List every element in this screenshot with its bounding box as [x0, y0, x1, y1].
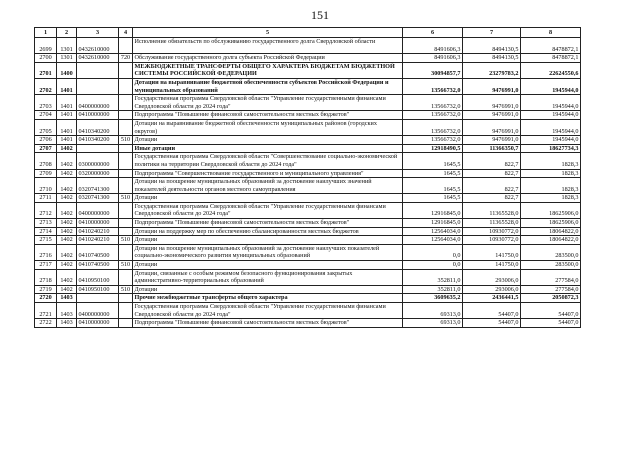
amount-year2-cell: 11365528,0: [463, 202, 521, 218]
row-number-cell: 2706: [35, 136, 57, 145]
row-number-cell: 2711: [35, 194, 57, 203]
row-number-cell: 2708: [35, 153, 57, 169]
row-number-cell: 2709: [35, 169, 57, 178]
item-name-cell: Государственная программа Свердловской области "Управление государственными финансами Свердловской области до 2024 года": [133, 95, 403, 111]
row-number-cell: 2710: [35, 178, 57, 194]
item-name-cell: Государственная программа Свердловской области "Управление государственными финансами Свердловской области до 2024 года": [133, 202, 403, 218]
amount-year3-cell: 22624550,6: [521, 62, 581, 78]
table-row: [35, 144, 581, 153]
expense-type-cell: [119, 95, 133, 111]
expense-type-cell: [119, 111, 133, 120]
target-code-cell: 0400000000: [77, 95, 119, 111]
row-number-cell: 2718: [35, 269, 57, 285]
expense-type-cell: [119, 144, 133, 153]
expense-type-cell: [119, 319, 133, 328]
amount-year1-cell: 1645,5: [403, 178, 463, 194]
table-row: [35, 303, 581, 319]
row-number-cell: 2713: [35, 219, 57, 228]
amount-year1-cell: 3609635,2: [403, 294, 463, 303]
amount-year2-cell: 54407,0: [463, 319, 521, 328]
section-code-cell: 1402: [57, 169, 77, 178]
section-code-cell: 1402: [57, 202, 77, 218]
amount-year1-cell: 13566732,0: [403, 111, 463, 120]
amount-year3-cell: 1945944,0: [521, 136, 581, 145]
item-name-cell: Дотации: [133, 261, 403, 270]
amount-year2-cell: 822,7: [463, 194, 521, 203]
amount-year1-cell: 69313,0: [403, 319, 463, 328]
amount-year2-cell: 8494130,5: [463, 54, 521, 63]
amount-year1-cell: 12564034,0: [403, 236, 463, 245]
amount-year3-cell: 2050872,3: [521, 294, 581, 303]
item-name-cell: Государственная программа Свердловской области "Управление государственными финансами Свердловской области до 2024 года": [133, 303, 403, 319]
row-number-cell: 2717: [35, 261, 57, 270]
amount-year2-cell: 822,7: [463, 178, 521, 194]
table-row: [35, 236, 581, 245]
expense-type-cell: [119, 219, 133, 228]
amount-year2-cell: 9476991,0: [463, 136, 521, 145]
section-code-cell: 1402: [57, 194, 77, 203]
row-number-cell: 2714: [35, 227, 57, 236]
section-code-cell: 1403: [57, 303, 77, 319]
amount-year2-cell: 23279783,2: [463, 62, 521, 78]
amount-year2-cell: 2436441,5: [463, 294, 521, 303]
table-row: [35, 244, 581, 260]
section-code-cell: 1401: [57, 111, 77, 120]
row-number-cell: 2700: [35, 54, 57, 63]
target-code-cell: 0432610000: [77, 38, 119, 54]
section-code-cell: 1402: [57, 269, 77, 285]
row-number-cell: 2719: [35, 285, 57, 294]
section-code-cell: 1402: [57, 244, 77, 260]
amount-year1-cell: 8491606,3: [403, 38, 463, 54]
target-code-cell: 0410950100: [77, 285, 119, 294]
target-code-cell: [77, 294, 119, 303]
row-number-cell: 2701: [35, 62, 57, 78]
header-cell: 2: [57, 28, 77, 38]
amount-year1-cell: 13566732,0: [403, 78, 463, 94]
amount-year1-cell: 69313,0: [403, 303, 463, 319]
amount-year3-cell: 18064822,0: [521, 236, 581, 245]
item-name-cell: МЕЖБЮДЖЕТНЫЕ ТРАНСФЕРТЫ ОБЩЕГО ХАРАКТЕРА БЮДЖЕТАМ БЮДЖЕТНОЙ СИСТЕМЫ РОССИЙСКОЙ ФЕДЕРАЦИИ: [133, 62, 403, 78]
item-name-cell: Дотации на поддержку мер по обеспечению сбалансированности местных бюджетов: [133, 227, 403, 236]
section-code-cell: 1402: [57, 178, 77, 194]
table-row: [35, 202, 581, 218]
budget-table: [34, 27, 581, 328]
amount-year3-cell: 18064822,0: [521, 227, 581, 236]
amount-year3-cell: 1945944,0: [521, 78, 581, 94]
item-name-cell: Иные дотации: [133, 144, 403, 153]
amount-year1-cell: 8491606,3: [403, 54, 463, 63]
row-number-cell: 2704: [35, 111, 57, 120]
header-cell: 3: [77, 28, 119, 38]
item-name-cell: Дотации на выравнивание бюджетной обеспеченности субъектов Российской Федерации и муниципальных образований: [133, 78, 403, 94]
amount-year3-cell: 1945944,0: [521, 119, 581, 135]
amount-year1-cell: 13566732,0: [403, 136, 463, 145]
target-code-cell: [77, 78, 119, 94]
page-number: 151: [311, 8, 329, 22]
amount-year1-cell: 1645,5: [403, 194, 463, 203]
item-name-cell: Подпрограмма "Повышение финансовой самостоятельности местных бюджетов": [133, 219, 403, 228]
table-row: [35, 319, 581, 328]
target-code-cell: 0320741300: [77, 194, 119, 203]
table-row: [35, 38, 581, 54]
section-code-cell: 1301: [57, 54, 77, 63]
header-cell: 6: [403, 28, 463, 38]
row-number-cell: 2716: [35, 244, 57, 260]
amount-year2-cell: 11365528,0: [463, 219, 521, 228]
table-row: [35, 111, 581, 120]
section-code-cell: 1401: [57, 78, 77, 94]
section-code-cell: 1402: [57, 144, 77, 153]
section-code-cell: 1403: [57, 319, 77, 328]
section-code-cell: 1400: [57, 62, 77, 78]
expense-type-cell: 510: [119, 194, 133, 203]
row-number-cell: 2702: [35, 78, 57, 94]
amount-year3-cell: 283500,0: [521, 261, 581, 270]
expense-type-cell: 510: [119, 285, 133, 294]
amount-year1-cell: 12916845,0: [403, 219, 463, 228]
table-row: [35, 169, 581, 178]
amount-year1-cell: 12918490,5: [403, 144, 463, 153]
amount-year1-cell: 352811,0: [403, 269, 463, 285]
target-code-cell: 0410340200: [77, 119, 119, 135]
expense-type-cell: [119, 78, 133, 94]
row-number-cell: 2715: [35, 236, 57, 245]
target-code-cell: 0410740500: [77, 244, 119, 260]
table-row: [35, 194, 581, 203]
target-code-cell: 0410240210: [77, 236, 119, 245]
item-name-cell: Дотации, связанные с особым режимом безопасного функционирования закрытых административно-территориальных образований: [133, 269, 403, 285]
item-name-cell: Обслуживание государственного долга субъекта Российской Федерации: [133, 54, 403, 63]
row-number-cell: 2707: [35, 144, 57, 153]
amount-year2-cell: 10930772,0: [463, 236, 521, 245]
expense-type-cell: 510: [119, 136, 133, 145]
target-code-cell: 0410000000: [77, 219, 119, 228]
table-body: [35, 38, 581, 328]
target-code-cell: 0410000000: [77, 319, 119, 328]
amount-year2-cell: 54407,0: [463, 303, 521, 319]
row-number-cell: 2703: [35, 95, 57, 111]
amount-year1-cell: 0,0: [403, 244, 463, 260]
expense-type-cell: [119, 303, 133, 319]
section-code-cell: 1402: [57, 227, 77, 236]
table-row: [35, 78, 581, 94]
item-name-cell: Дотации на выравнивание бюджетной обеспеченности муниципальных районов (городских округов): [133, 119, 403, 135]
table-row: [35, 95, 581, 111]
amount-year1-cell: 30094857,7: [403, 62, 463, 78]
item-name-cell: Дотации: [133, 236, 403, 245]
amount-year3-cell: 1828,3: [521, 178, 581, 194]
amount-year3-cell: 277584,0: [521, 285, 581, 294]
amount-year2-cell: 822,7: [463, 153, 521, 169]
amount-year2-cell: 8494130,5: [463, 38, 521, 54]
item-name-cell: Дотации на поощрение муниципальных образований за достижение наилучших показателей социально-экономического развития муниципальных образований: [133, 244, 403, 260]
item-name-cell: Дотации: [133, 136, 403, 145]
item-name-cell: Подпрограмма "Повышение финансовой самостоятельности местных бюджетов": [133, 319, 403, 328]
table-row: [35, 178, 581, 194]
expense-type-cell: [119, 178, 133, 194]
amount-year2-cell: 293006,0: [463, 285, 521, 294]
table-row: [35, 285, 581, 294]
target-code-cell: 0410240210: [77, 227, 119, 236]
target-code-cell: 0410740500: [77, 261, 119, 270]
header-cell: 8: [521, 28, 581, 38]
header-row: [35, 28, 581, 38]
row-number-cell: 2699: [35, 38, 57, 54]
section-code-cell: 1402: [57, 236, 77, 245]
amount-year3-cell: 1828,3: [521, 194, 581, 203]
header-cell: 1: [35, 28, 57, 38]
table-row: [35, 219, 581, 228]
expense-type-cell: [119, 202, 133, 218]
amount-year3-cell: 283500,0: [521, 244, 581, 260]
amount-year3-cell: 18625906,0: [521, 202, 581, 218]
amount-year2-cell: 11366350,7: [463, 144, 521, 153]
item-name-cell: Государственная программа Свердловской области "Совершенствование социально-экономической политики на территории Свердловской области до 2024 года": [133, 153, 403, 169]
amount-year1-cell: 1645,5: [403, 169, 463, 178]
amount-year2-cell: 141750,0: [463, 261, 521, 270]
expense-type-cell: [119, 244, 133, 260]
item-name-cell: Дотации на поощрение муниципальных образований за достижение наилучших значений показателей деятельности органов местного самоуправления: [133, 178, 403, 194]
row-number-cell: 2705: [35, 119, 57, 135]
amount-year1-cell: 352811,0: [403, 285, 463, 294]
row-number-cell: 2722: [35, 319, 57, 328]
amount-year3-cell: 1828,3: [521, 169, 581, 178]
item-name-cell: Исполнение обязательств по обслуживанию государственного долга Свердловской области: [133, 38, 403, 54]
header-cell: 4: [119, 28, 133, 38]
table-row: [35, 62, 581, 78]
expense-type-cell: 510: [119, 261, 133, 270]
amount-year3-cell: 18627734,3: [521, 144, 581, 153]
amount-year3-cell: 1945944,0: [521, 95, 581, 111]
amount-year1-cell: 12916845,0: [403, 202, 463, 218]
table-row: [35, 269, 581, 285]
expense-type-cell: 510: [119, 236, 133, 245]
table-row: [35, 153, 581, 169]
table-row: [35, 119, 581, 135]
amount-year3-cell: 8478872,1: [521, 54, 581, 63]
expense-type-cell: [119, 153, 133, 169]
amount-year2-cell: 9476991,0: [463, 111, 521, 120]
section-code-cell: 1402: [57, 285, 77, 294]
target-code-cell: 0320000000: [77, 169, 119, 178]
amount-year2-cell: 293006,0: [463, 269, 521, 285]
amount-year1-cell: 13566732,0: [403, 119, 463, 135]
row-number-cell: 2720: [35, 294, 57, 303]
amount-year3-cell: 8478872,1: [521, 38, 581, 54]
target-code-cell: 0410340200: [77, 136, 119, 145]
table-row: [35, 261, 581, 270]
target-code-cell: 0400000000: [77, 202, 119, 218]
target-code-cell: 0410000000: [77, 111, 119, 120]
target-code-cell: 0410950100: [77, 269, 119, 285]
expense-type-cell: [119, 227, 133, 236]
amount-year3-cell: 1945944,0: [521, 111, 581, 120]
row-number-cell: 2712: [35, 202, 57, 218]
target-code-cell: 0300000000: [77, 153, 119, 169]
target-code-cell: [77, 144, 119, 153]
amount-year2-cell: 10930772,0: [463, 227, 521, 236]
item-name-cell: Подпрограмма "Повышение финансовой самостоятельности местных бюджетов": [133, 111, 403, 120]
amount-year3-cell: 277584,0: [521, 269, 581, 285]
expense-type-cell: [119, 119, 133, 135]
expense-type-cell: [119, 169, 133, 178]
amount-year3-cell: 54407,0: [521, 319, 581, 328]
amount-year2-cell: 9476991,0: [463, 78, 521, 94]
item-name-cell: Дотации: [133, 194, 403, 203]
section-code-cell: 1403: [57, 294, 77, 303]
target-code-cell: 0320741300: [77, 178, 119, 194]
item-name-cell: Подпрограмма "Совершенствование государственного и муниципального управления": [133, 169, 403, 178]
target-code-cell: 0432610000: [77, 54, 119, 63]
section-code-cell: 1401: [57, 136, 77, 145]
amount-year3-cell: 54407,0: [521, 303, 581, 319]
header-cell: 7: [463, 28, 521, 38]
expense-type-cell: [119, 269, 133, 285]
expense-type-cell: [119, 294, 133, 303]
amount-year2-cell: 822,7: [463, 169, 521, 178]
table-row: [35, 227, 581, 236]
amount-year3-cell: 18625906,0: [521, 219, 581, 228]
expense-type-cell: 720: [119, 54, 133, 63]
target-code-cell: 0400000000: [77, 303, 119, 319]
section-code-cell: 1402: [57, 261, 77, 270]
target-code-cell: [77, 62, 119, 78]
amount-year2-cell: 9476991,0: [463, 95, 521, 111]
row-number-cell: 2721: [35, 303, 57, 319]
amount-year1-cell: 12564034,0: [403, 227, 463, 236]
amount-year1-cell: 1645,5: [403, 153, 463, 169]
amount-year2-cell: 141750,0: [463, 244, 521, 260]
table-row: [35, 294, 581, 303]
section-code-cell: 1401: [57, 95, 77, 111]
table-row: [35, 136, 581, 145]
amount-year3-cell: 1828,3: [521, 153, 581, 169]
section-code-cell: 1401: [57, 119, 77, 135]
expense-type-cell: [119, 62, 133, 78]
item-name-cell: Дотации: [133, 285, 403, 294]
item-name-cell: Прочие межбюджетные трансферты общего характера: [133, 294, 403, 303]
section-code-cell: 1301: [57, 38, 77, 54]
section-code-cell: 1402: [57, 219, 77, 228]
amount-year1-cell: 13566732,0: [403, 95, 463, 111]
section-code-cell: 1402: [57, 153, 77, 169]
header-cell: 5: [133, 28, 403, 38]
table-row: [35, 54, 581, 63]
amount-year2-cell: 9476991,0: [463, 119, 521, 135]
expense-type-cell: [119, 38, 133, 54]
amount-year1-cell: 0,0: [403, 261, 463, 270]
